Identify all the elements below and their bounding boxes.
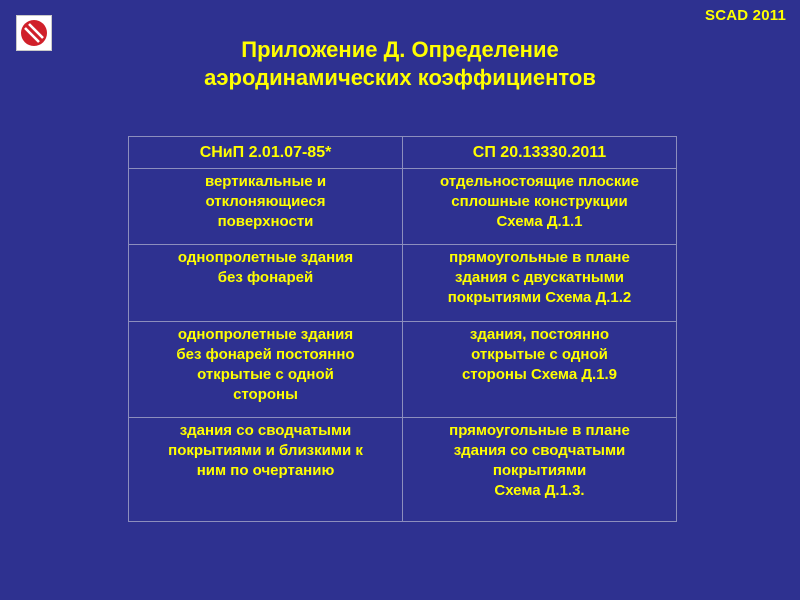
cell-line: открытые с одной	[471, 346, 608, 363]
cell-line: покрытиями	[492, 462, 587, 479]
cell-line: Схема Д.1.3.	[494, 482, 585, 499]
table-row	[129, 169, 677, 245]
page-title-line-2: аэродинамических коэффициентов	[204, 65, 596, 90]
cell-line: здания с двускатными	[454, 269, 625, 286]
cell-line: прямоугольные в плане	[449, 249, 630, 266]
cell-line: здания со сводчатыми	[453, 442, 626, 459]
cell-line: открытые с одной	[197, 366, 334, 383]
table-row	[129, 322, 677, 418]
cell-line: без фонарей	[217, 269, 314, 286]
cell-line: однопролетные здания	[177, 249, 354, 266]
table-header-row	[129, 137, 677, 169]
cell-line: стороны	[233, 386, 298, 403]
cell-sp	[403, 322, 677, 418]
page-title-line-1: Приложение Д. Определение	[241, 37, 559, 62]
brand-label: SCAD 2011	[704, 7, 786, 24]
cell-line: отдельностоящие плоские	[440, 173, 639, 190]
cell-line: поверхности	[217, 213, 314, 230]
cell-snip	[129, 169, 403, 245]
cell-sp	[403, 169, 677, 245]
cell-sp	[403, 245, 677, 322]
cell-snip	[129, 322, 403, 418]
header-sp: СП 20.13330.2011	[403, 137, 677, 169]
comparison-table	[128, 136, 677, 522]
cell-line: однопролетные здания	[177, 326, 354, 343]
cell-line: стороны Схема Д.1.9	[461, 366, 618, 383]
cell-line: отклоняющиеся	[205, 193, 326, 210]
table-row	[129, 245, 677, 322]
cell-line: покрытиями Схема Д.1.2	[447, 289, 632, 306]
cell-snip	[129, 245, 403, 322]
cell-line: ним по очертанию	[196, 462, 335, 479]
cell-line: здания, постоянно	[469, 326, 610, 343]
cell-snip	[129, 418, 403, 522]
table-row	[129, 418, 677, 522]
cell-line: Схема Д.1.1	[496, 213, 583, 230]
cell-line: вертикальные и	[204, 173, 327, 190]
cell-line: прямоугольные в плане	[449, 422, 630, 439]
cell-line: без фонарей постоянно	[176, 346, 355, 363]
cell-sp	[403, 418, 677, 522]
header-snip: СНиП 2.01.07-85*	[129, 137, 403, 169]
cell-line: здания со сводчатыми	[179, 422, 352, 439]
cell-line: сплошные конструкции	[451, 193, 628, 210]
cell-line: покрытиями и близкими к	[168, 442, 363, 459]
page-title	[0, 36, 800, 92]
